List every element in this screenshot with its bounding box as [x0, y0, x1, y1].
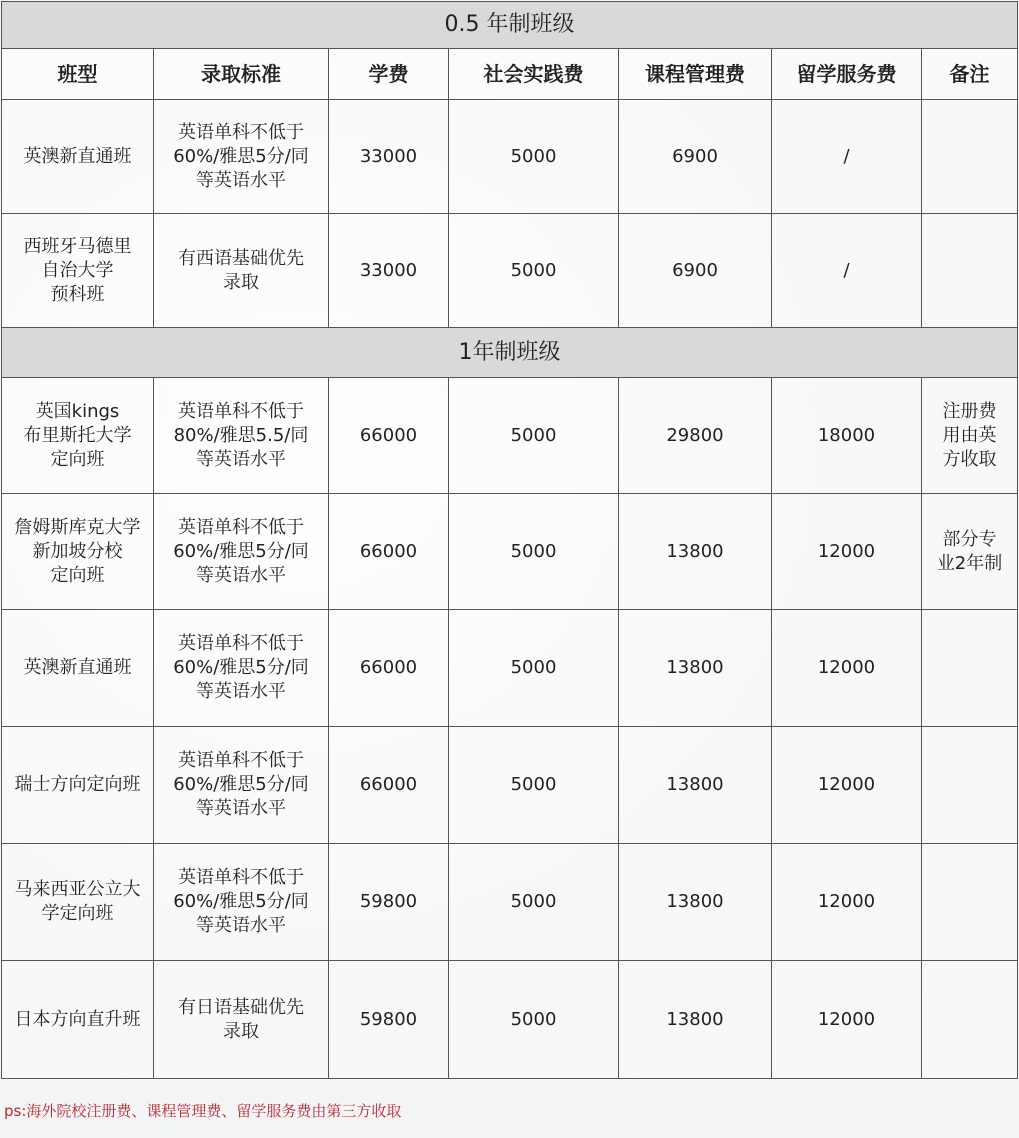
cell-management: 13800: [619, 727, 772, 844]
cell-criteria: 英语单科不低于 60%/雅思5分/同 等英语水平: [154, 727, 329, 844]
cell-management: 13800: [619, 844, 772, 961]
cell-class: 英澳新直通班: [2, 610, 154, 727]
cell-tuition: 33000: [329, 214, 449, 328]
table-row: [2, 727, 1018, 844]
cell-criteria: 英语单科不低于 60%/雅思5分/同 等英语水平: [154, 844, 329, 961]
cell-tuition: 66000: [329, 610, 449, 727]
table-row: [2, 494, 1018, 610]
cell-practice: 5000: [449, 494, 619, 610]
cell-management: 13800: [619, 961, 772, 1079]
cell-criteria: 英语单科不低于 60%/雅思5分/同 等英语水平: [154, 494, 329, 610]
header-class: 班型: [2, 49, 154, 100]
cell-tuition: 59800: [329, 961, 449, 1079]
cell-service: /: [772, 214, 922, 328]
cell-service: 18000: [772, 378, 922, 494]
cell-class: 英澳新直通班: [2, 100, 154, 214]
header-tuition: 学费: [329, 49, 449, 100]
table-row: [2, 610, 1018, 727]
cell-class: 瑞士方向定向班: [2, 727, 154, 844]
cell-note: [922, 961, 1018, 1079]
table-row: [2, 100, 1018, 214]
cell-class: 西班牙马德里 自治大学 预科班: [2, 214, 154, 328]
cell-class: 日本方向直升班: [2, 961, 154, 1079]
cell-service: 12000: [772, 610, 922, 727]
cell-management: 6900: [619, 214, 772, 328]
header-service: 留学服务费: [772, 49, 922, 100]
cell-note: [922, 727, 1018, 844]
section-title: 1年制班级: [2, 328, 1018, 378]
header-management: 课程管理费: [619, 49, 772, 100]
section-title: 0.5 年制班级: [2, 2, 1018, 49]
cell-practice: 5000: [449, 378, 619, 494]
cell-service: 12000: [772, 961, 922, 1079]
cell-practice: 5000: [449, 961, 619, 1079]
fee-table: [1, 1, 1018, 1079]
cell-management: 13800: [619, 494, 772, 610]
footnote: ps:海外院校注册费、课程管理费、留学服务费由第三方收取: [4, 1102, 402, 1120]
header-criteria: 录取标准: [154, 49, 329, 100]
column-header-row: [2, 49, 1018, 100]
header-practice: 社会实践费: [449, 49, 619, 100]
cell-criteria: 有日语基础优先 录取: [154, 961, 329, 1079]
cell-management: 6900: [619, 100, 772, 214]
cell-note: 部分专 业2年制: [922, 494, 1018, 610]
table-row: [2, 844, 1018, 961]
cell-note: [922, 610, 1018, 727]
cell-management: 13800: [619, 610, 772, 727]
cell-criteria: 英语单科不低于 60%/雅思5分/同 等英语水平: [154, 100, 329, 214]
cell-tuition: 66000: [329, 727, 449, 844]
cell-note: [922, 214, 1018, 328]
cell-practice: 5000: [449, 100, 619, 214]
cell-service: /: [772, 100, 922, 214]
cell-criteria: 英语单科不低于 60%/雅思5分/同 等英语水平: [154, 610, 329, 727]
table-row: [2, 378, 1018, 494]
header-note: 备注: [922, 49, 1018, 100]
cell-tuition: 33000: [329, 100, 449, 214]
cell-service: 12000: [772, 844, 922, 961]
cell-note: [922, 100, 1018, 214]
cell-management: 29800: [619, 378, 772, 494]
cell-class: 英国kings 布里斯托大学 定向班: [2, 378, 154, 494]
cell-class: 詹姆斯库克大学 新加坡分校 定向班: [2, 494, 154, 610]
cell-practice: 5000: [449, 727, 619, 844]
table-row: [2, 961, 1018, 1079]
cell-criteria: 英语单科不低于 80%/雅思5.5/同 等英语水平: [154, 378, 329, 494]
cell-class: 马来西亚公立大 学定向班: [2, 844, 154, 961]
cell-practice: 5000: [449, 214, 619, 328]
cell-practice: 5000: [449, 844, 619, 961]
cell-tuition: 66000: [329, 494, 449, 610]
cell-service: 12000: [772, 727, 922, 844]
cell-note: [922, 844, 1018, 961]
cell-tuition: 59800: [329, 844, 449, 961]
table-row: [2, 214, 1018, 328]
cell-note: 注册费 用由英 方收取: [922, 378, 1018, 494]
cell-tuition: 66000: [329, 378, 449, 494]
cell-criteria: 有西语基础优先 录取: [154, 214, 329, 328]
cell-service: 12000: [772, 494, 922, 610]
cell-practice: 5000: [449, 610, 619, 727]
section-header-row: [2, 328, 1018, 378]
section-header-row: [2, 2, 1018, 49]
